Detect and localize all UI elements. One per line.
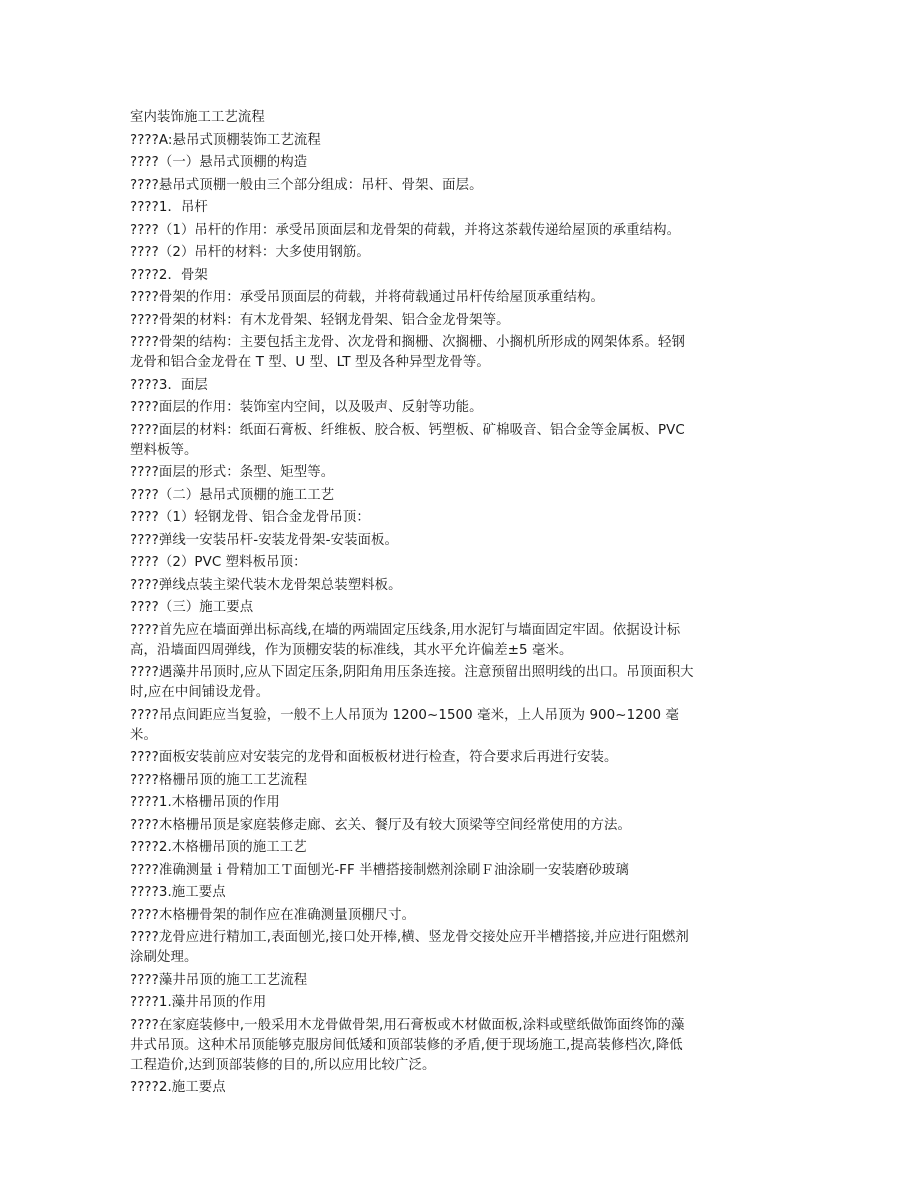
section-heading: ????A:悬吊式顶棚装饰工艺流程 xyxy=(130,132,321,148)
paragraph: ????悬吊式顶棚一般由三个部分组成：吊杆、骨架、面层。 xyxy=(130,177,483,193)
paragraph: ????骨架的材料：有木龙骨架、轻钢龙骨架、铝合金龙骨架等。 xyxy=(130,312,510,328)
item-heading: ????2.施工要点 xyxy=(130,1080,226,1095)
item-heading: ????（1）轻钢龙骨、铝合金龙骨吊顶： xyxy=(130,510,370,525)
paragraph: ????吊点间距应当复验，一般不上人吊顶为 1200~1500 毫米，上人吊顶为 900~1200 毫米。 xyxy=(130,707,679,743)
document-page xyxy=(130,108,696,1101)
paragraph: ????骨架的作用：承受吊顶面层的荷载，并将荷载通过吊杆传给屋顶承重结构。 xyxy=(130,290,605,305)
paragraph: ????面板安装前应对安装完的龙骨和面板板材进行检查，符合要求后再进行安装。 xyxy=(130,750,618,765)
paragraph: ????木格栅骨架的制作应在准确测量顶棚尺寸。 xyxy=(130,907,416,923)
item-heading: ????1.木格栅吊顶的作用 xyxy=(130,795,280,810)
subsection-heading: ????（三）施工要点 xyxy=(130,600,254,615)
paragraph: ????（1）吊杆的作用：承受吊顶面层和龙骨架的荷载，并将这茶载传递给屋顶的承重结构。 xyxy=(130,222,681,238)
section-heading: ????格栅吊顶的施工工艺流程 xyxy=(130,772,308,788)
subsection-heading: ????（二）悬吊式顶棚的施工工艺 xyxy=(130,487,335,503)
section-heading: ????藻井吊顶的施工工艺流程 xyxy=(130,972,308,988)
paragraph: ????面层的形式：条型、矩型等。 xyxy=(130,465,335,480)
paragraph: ????面层的作用：装饰室内空间，以及吸声、反射等功能。 xyxy=(130,400,483,415)
paragraph: ????木格栅吊顶是家庭装修走廊、玄关、餐厅及有较大顶梁等空间经常使用的方法。 xyxy=(130,817,631,833)
paragraph: ????在家庭装修中,一般采用木龙骨做骨架,用石膏板或木材做面板,涂料或壁纸做饰面终饰的藻井式吊顶。这种术吊顶能够克服房间低矮和顶部装修的矛盾,便于现场施工,提高装修档次,降低工程造价,达到顶部装修的目的,所以应用比较广泛。 xyxy=(130,1017,685,1073)
item-heading: ????2.木格栅吊顶的施工工艺 xyxy=(130,840,307,855)
paragraph: ????面层的材料：纸面石膏板、纤维板、胶合板、钙塑板、矿棉吸音、铝合金等金属板、PVC 塑料板等。 xyxy=(130,422,685,458)
item-heading: ????（2）PVC 塑料板吊顶： xyxy=(130,555,307,570)
paragraph: ????弹线点装主梁代装木龙骨架总装塑料板。 xyxy=(130,577,402,593)
item-heading: ????1.藻井吊顶的作用 xyxy=(130,995,267,1010)
paragraph: ????弹线一安装吊杆-安装龙骨架-安装面板。 xyxy=(130,532,399,548)
subsection-heading: ????（一）悬吊式顶棚的构造 xyxy=(130,155,308,170)
paragraph: ????准确测量ｉ骨精加工Ｔ面刨光-FF 半槽搭接制燃剂涂刷Ｆ油涂刷一安装磨砂玻璃 xyxy=(130,862,629,878)
item-heading: ????2．骨架 xyxy=(130,267,208,283)
item-heading: ????3.施工要点 xyxy=(130,885,226,900)
paragraph: ????骨架的结构：主要包括主龙骨、次龙骨和搁栅、次搁栅、小搁机所形成的网架体系。轻钢龙骨和铝合金龙骨在 T 型、U 型、LT 型及各种异型龙骨等。 xyxy=(130,335,685,370)
paragraph: ????（2）吊杆的材料：大多使用钢筋。 xyxy=(130,245,370,260)
paragraph: ????首先应在墙面弹出标高线,在墙的两端固定压线条,用水泥钉与墙面固定牢固。依据设计标高，沿墙面四周弹线，作为顶棚安装的标准线，其水平允许偏差±5 毫米。 xyxy=(130,622,681,658)
paragraph: ????遇藻井吊顶时,应从下固定压条,阴阳角用压条连接。注意预留出照明线的出口。吊顶面积大时,应在中间铺设龙骨。 xyxy=(130,665,694,700)
item-heading: ????1．吊杆 xyxy=(130,200,208,215)
paragraph: ????龙骨应进行精加工,表面刨光,接口处开棒,横、竖龙骨交接处应开半槽搭接,并应进行阻燃剂涂刷处理。 xyxy=(130,930,689,965)
document-title: 室内装饰施工工艺流程 xyxy=(130,110,265,125)
item-heading: ????3．面层 xyxy=(130,377,208,393)
